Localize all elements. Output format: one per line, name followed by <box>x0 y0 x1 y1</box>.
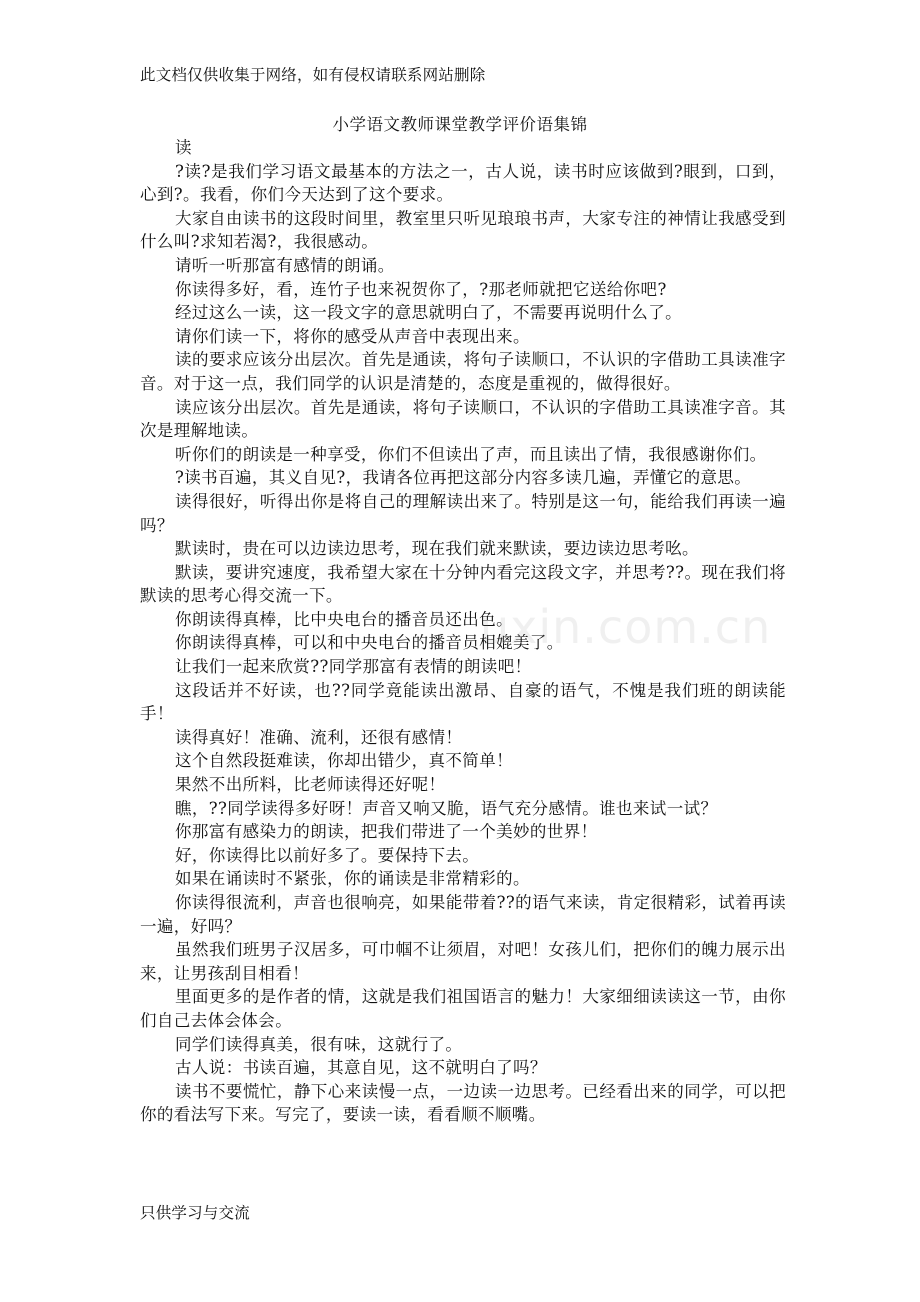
paragraph: 大家自由读书的这段时间里，教室里只听见琅琅书声，大家专注的神情让我感受到什么叫?求知若渴?，我很感动。 <box>140 208 786 252</box>
paragraph: 古人说：书读百遍，其意自见，这不就明白了吗？ <box>175 1058 547 1078</box>
paragraph: 读的要求应该分出层次。首先是通读，将句子读顺口，不认识的字借助工具读准字音。对于这一点，我们同学的认识是清楚的，态度是重视的，做得很好。 <box>140 350 786 393</box>
paragraph: 读应该分出层次。首先是通读，将句子读顺口，不认识的字借助工具读准字音。其次是理解地读。 <box>140 397 786 441</box>
paragraph: 如果在诵读时不紧张，你的诵读是非常精彩的。 <box>175 869 530 889</box>
paragraph: 读书不要慌忙，静下心来读慢一点，一边读一边思考。已经看出来的同学，可以把你的看法写下来。写完了，要读一读，看看顺不顺嘴。 <box>140 1081 786 1125</box>
document-title: 小学语文教师课堂教学评价语集锦 <box>332 115 588 134</box>
paragraph: 经过这么一读，这一段文字的意思就明白了，不需要再说明什么了。 <box>175 303 682 323</box>
paragraph: ?读?是我们学习语文最基本的方法之一，古人说，读书时应该做到?眼到，口到，心到?。我看，你们今天达到了这个要求。 <box>140 161 786 205</box>
paragraph: 瞧，??同学读得多好呀！声音又响又脆，语气充分感情。谁也来试一试？ <box>175 798 718 818</box>
header-note: 此文档仅供收集于网络，如有侵权请联系网站删除 <box>140 66 486 84</box>
paragraph: 让我们一起来欣赏??同学那富有表情的朗读吧！ <box>175 657 532 677</box>
paragraph: 你朗读得真棒，可以和中央电台的播音员相媲美了。 <box>175 633 564 653</box>
footer-note: 只供学习与交流 <box>140 1204 250 1222</box>
paragraph: 里面更多的是作者的情，这就是我们祖国语言的魅力！大家细细读读这一节，由你们自己去体会体会。 <box>140 987 786 1030</box>
paragraph: 这段话并不好读，也??同学竟能读出激昂、自豪的语气，不愧是我们班的朗读能手！ <box>140 680 786 724</box>
paragraph: 读得真好！准确、流利，还很有感情！ <box>175 727 463 747</box>
paragraph: ?读书百遍，其义自见?，我请各位再把这部分内容多读几遍，弄懂它的意思。 <box>175 468 752 488</box>
watermark: uxin.com.cn <box>480 600 772 654</box>
paragraph: 你那富有感染力的朗读，把我们带进了一个美妙的世界！ <box>175 822 598 842</box>
paragraph: 请你们读一下，将你的感受从声音中表现出来。 <box>175 326 530 346</box>
paragraph: 默读时，贵在可以边读边思考，现在我们就来默读，要边读边思考吆。 <box>175 539 699 559</box>
paragraph: 听你们的朗读是一种享受，你们不但读出了声，而且读出了情，我很感谢你们。 <box>175 444 767 464</box>
paragraph: 这个自然段挺难读，你却出错少，真不简单！ <box>175 751 513 771</box>
paragraph: 请听一听那富有感情的朗诵。 <box>175 255 395 275</box>
paragraph: 好，你读得比以前好多了。要保持下去。 <box>175 845 480 865</box>
paragraph: 你读得多好，看，连竹子也来祝贺你了，?那老师就把它送给你吧? <box>175 279 667 299</box>
paragraph: 同学们读得真美，很有味，这就行了。 <box>175 1034 463 1054</box>
paragraph: 你读得很流利，声音也很响亮，如果能带着??的语气来读，肯定很精彩，试着再读一遍，好吗？ <box>140 893 786 936</box>
document-body <box>140 136 786 1127</box>
paragraph: 默读，要讲究速度，我希望大家在十分钟内看完这段文字，并思考??。现在我们将默读的思考心得交流一下。 <box>140 562 786 606</box>
paragraph: 果然不出所料，比老师读得还好呢！ <box>175 775 446 795</box>
paragraph: 虽然我们班男子汉居多，可巾帼不让须眉，对吧！女孩儿们，把你们的魄力展示出来，让男孩刮目相看！ <box>140 940 786 983</box>
paragraph: 你朗读得真棒，比中央电台的播音员还出色。 <box>175 609 513 629</box>
paragraph: 读得很好，听得出你是将自己的理解读出来了。特别是这一句，能给我们再读一遍吗？ <box>140 491 786 535</box>
paragraph: 读 <box>175 138 192 157</box>
